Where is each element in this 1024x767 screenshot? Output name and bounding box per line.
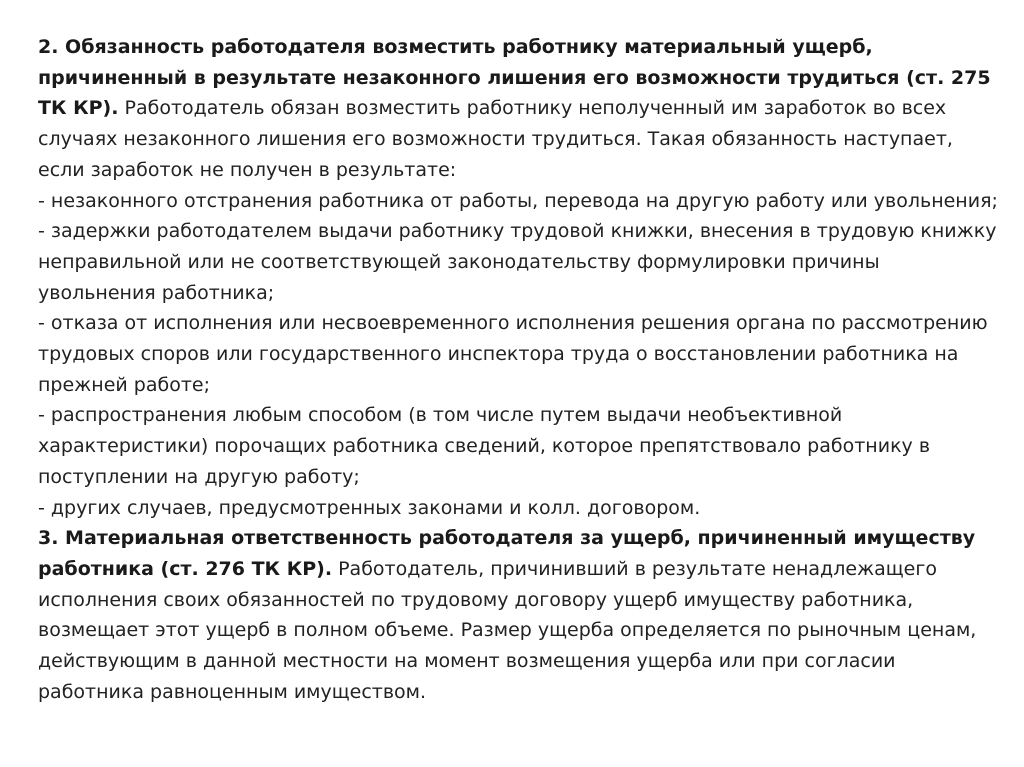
list-item: - задержки работодателем выдачи работнику трудовой книжки, внесения в трудовую книжку неправильной или не соответствующей законодательству формулировки причины увольнения работника; [38, 220, 997, 304]
section-3-text: Работодатель, причинивший в результате ненадлежащего исполнения своих обязанностей по трудовому договору ущерб имуществу работника, возмещает этот ущерб в полном объеме. Размер ущерба определяется по рыночным ценам, действующим в данной местности на момент возмещения ущерба или при согласии работника равноценным имуществом. [38, 557, 977, 703]
list-item: - незаконного отстранения работника от работы, перевода на другую работу или увольнения; [38, 189, 998, 212]
list-item: - других случаев, предусмотренных законами и колл. договором. [38, 496, 701, 519]
section-2-text: Работодатель обязан возместить работнику неполученный им заработок во всех случаях незаконного лишения его возможности трудиться. Такая обязанность наступает, если заработок не получен в результате: [38, 97, 953, 181]
section-2-paragraph [38, 32, 998, 186]
list-item: - распространения любым способом (в том числе путем выдачи необъективной характеристики) порочащих работника сведений, которое препятствовало работнику в поступлении на другую работу; [38, 404, 931, 488]
list-item: - отказа от исполнения или несвоевременного исполнения решения органа по рассмотрению трудовых споров или государственного инспектора труда о восстановлении работника на прежней работе; [38, 312, 988, 396]
section-3-paragraph [38, 523, 998, 707]
document-body [38, 32, 998, 707]
section-2-heading: 2. Обязанность работодателя возместить работнику материальный ущерб, причиненный в результате незаконного лишения его возможности трудиться (ст. 275 ТК КР). [38, 36, 991, 120]
section-3-heading: 3. Материальная ответственность работодателя за ущерб, причиненный имуществу работника (ст. 276 ТК КР). [38, 527, 976, 580]
